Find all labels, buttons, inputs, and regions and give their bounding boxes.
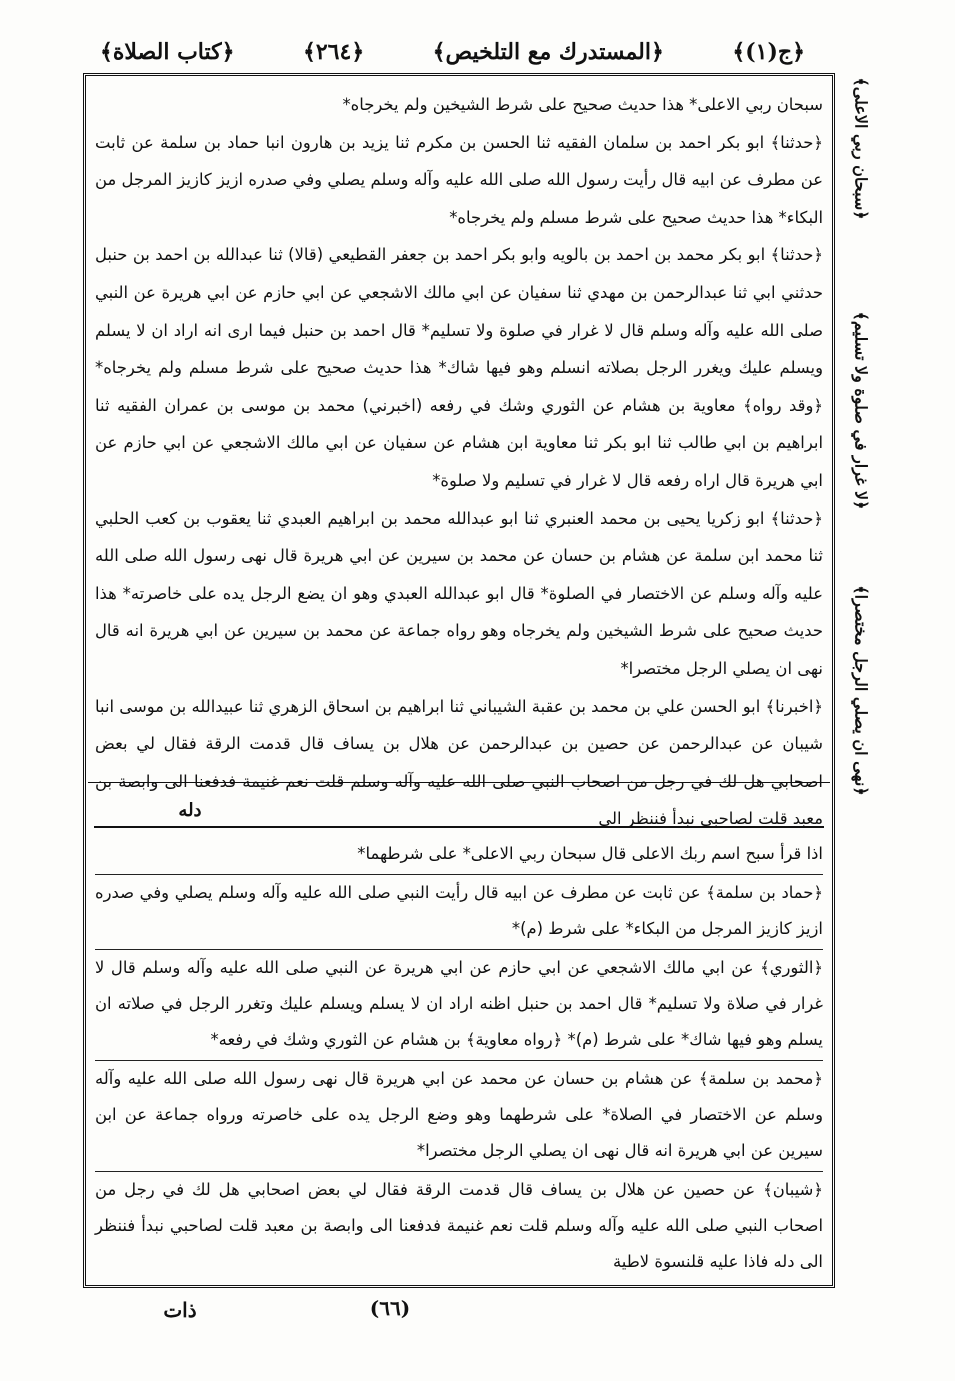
header-book-title: ﴿المستدرك مع التلخيص﴾ bbox=[432, 39, 664, 65]
margin-heading bbox=[842, 310, 880, 510]
main-paragraph: ﴿اخبرنا﴾ ابو الحسن علي بن محمد بن عقبة الشيباني ثنا ابراهيم بن اسحاق الزهري ثنا عبيدالله بن موسى انبا شيبان عن عبدالرحمن عن حصين بن عبدالرحمن عن هلال بن يساف قال قدمت الرقة فقال لي بعض اصحابي هل لك في رجل من اصحاب النبي صلى الله عليه وآله وسلم قلت نعم غنيمة فدفعنا الى وابصة بن معبد قلت لصاحبي نبدأ فننظر الى bbox=[95, 696, 823, 829]
commentary-paragraph: اذا قرأ سبح اسم ربك الاعلى قال سبحان ربي الاعلى* على شرطهما* bbox=[95, 836, 823, 875]
margin-heading-text: ﴿سبحان ربي الاعلى﴾ bbox=[851, 76, 871, 220]
header-page-number: ﴿٢٦٤﴾ bbox=[302, 39, 365, 65]
section-divider bbox=[88, 782, 830, 783]
commentary-paragraph: ﴿حماد بن سلمة﴾ عن ثابت عن مطرف عن ابيه قال رأيت النبي صلى الله عليه وآله وسلم يصلي وفي صدره ازيز كازيز المرجل من البكاء* على شرط (م)* bbox=[95, 875, 823, 950]
main-paragraph: سبحان ربي الاعلى* هذا حديث صحيح على شرط الشيخين ولم يخرجاه* bbox=[342, 95, 823, 114]
margin-heading-text: ﴿لا غرار في صلوة ولا تسليم﴾ bbox=[851, 311, 871, 509]
commentary-paragraph: ﴿شيبان﴾ عن حصين عن هلال بن يساف قال قدمت الرقة فقال لي بعض اصحابي هل لك في رجل من اصحاب النبي صلى الله عليه وآله وسلم قلت نعم غنيمة فدفعنا الى وابصة بن معبد قلت لصاحبي نبدأ فننظر الى دله فاذا عليه قلنسوة لاطية bbox=[95, 1180, 823, 1271]
footnote-catchword: دله bbox=[178, 800, 202, 821]
running-header bbox=[100, 30, 805, 74]
footer-catchword: ذات bbox=[163, 1298, 197, 1322]
talkhis-commentary bbox=[95, 836, 823, 1276]
margin-heading bbox=[842, 584, 880, 796]
footer-page-number: (٦٦) bbox=[369, 1296, 411, 1320]
header-volume: ﴿ج(١)﴾ bbox=[732, 39, 805, 65]
commentary-paragraph: ﴿الثوري﴾ عن ابي مالك الاشجعي عن ابي حازم عن ابي هريرة عن النبي صلى الله عليه وآله وسلم قال لا غرار في صلاة ولا تسليم* قال احمد بن حنبل اظنه اراد ان لا يسلم ويسلم عليك وتغرر الرجل في صلاته ان يسلم وهو فيها شاك* على شرط (م)* ﴿رواه معاوية﴾ بن هشام عن الثوري وشك في رفعه* bbox=[95, 950, 823, 1061]
header-chapter: ﴿كتاب الصلاة﴾ bbox=[100, 39, 235, 65]
section-divider-thick bbox=[94, 826, 824, 828]
margin-heading bbox=[842, 68, 880, 228]
main-paragraph: ﴿حدثنا﴾ ابو بكر احمد بن سلمان الفقيه ثنا الحسن بن مكرم ثنا يزيد بن هارون انبا حماد بن سلمة عن ثابت عن مطرف عن ابيه قال رأيت رسول الله صلى الله عليه وآله وسلم يصلي وفي صدره ازيز كازيز المرجل من البكاء* هذا حديث صحيح على شرط مسلم ولم يخرجاه* bbox=[95, 132, 823, 227]
margin-heading-text: ﴿نهى ان يصلي الرجل مختصرا﴾ bbox=[851, 584, 871, 796]
main-paragraph: ﴿حدثنا﴾ ابو زكريا يحيى بن محمد العنبري ثنا ابو عبدالله محمد بن ابراهيم العبدي ثنا يعقوب بن كعب الحلبي ثنا محمد ابن سلمة عن هشام بن حسان عن محمد بن سيرين عن ابي هريرة قال نهى رسول الله صلى الله عليه وآله وسلم عن الاختصار في الصلوة* قال ابو عبدالله العبدي وهو ان يضع الرجل يده على خاصرته* هذا حديث صحيح على شرط الشيخين ولم يخرجاه وهو رواه جماعة عن محمد بن سيرين عن ابي هريرة انه قال نهى ان يصلي الرجل مختصرا* bbox=[95, 508, 823, 678]
commentary-paragraph: ﴿محمد بن سلمة﴾ عن هشام بن حسان عن محمد عن ابي هريرة قال نهى رسول الله صلى الله عليه وآله وسلم عن الاختصار في الصلاة* على شرطهما وهو وضع الرجل يده على خاصرته ورواه جماعة عن ابن سيرين عن ابي هريرة انه قال نهى ان يصلي الرجل مختصرا* bbox=[95, 1061, 823, 1172]
main-paragraph: ﴿حدثنا﴾ ابو بكر محمد بن احمد بن بالويه وابو بكر احمد بن جعفر القطيعي (قالا) ثنا عبدالله بن احمد بن حنبل حدثني ابي ثنا عبدالرحمن بن مهدي ثنا سفيان عن ابي مالك الاشجعي عن ابي حازم عن ابي هريرة عن النبي صلى الله عليه وآله وسلم قال لا غرار في صلوة ولا تسليم* قال احمد بن حنبل فيما ارى انه اراد ان لا يسلم ويسلم عليك ويغرر الرجل بصلاته انسلم وهو فيها شاك* هذا حديث صحيح على شرط مسلم ولم يخرجاه* ﴿وقد رواه﴾ معاوية بن هشام عن الثوري وشك في رفعه (اخبرني) محمد بن موسى بن عمران الفقيه ثنا ابراهيم بن ابي طالب ثنا ابو بكر ثنا معاوية ابن هشام عن سفيان عن ابي مالك الاشجعي عن ابي حازم عن ابي هريرة قال اراه رفعه قال لا غرار في تسليم ولا صلوة* bbox=[95, 245, 823, 490]
